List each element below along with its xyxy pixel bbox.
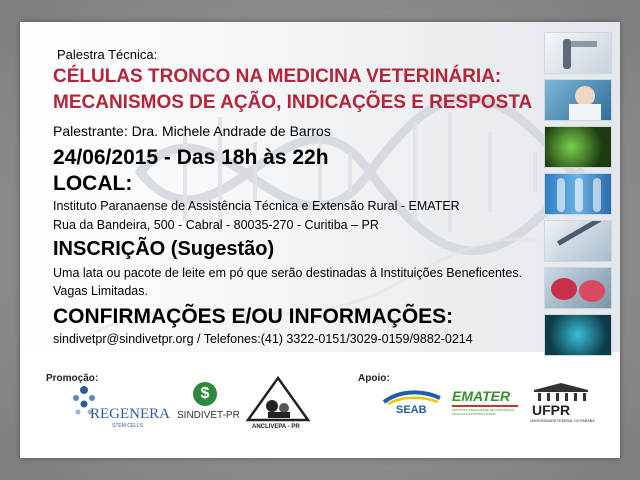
emater-sub: INSTITUTO PARANAENSE DE ASSISTÊNCIA TÉCNICA E EXTENSÃO RURAL — [452, 408, 515, 416]
sindivet-logo — [173, 382, 240, 430]
registration-text: Uma lata ou pacote de leite em pó que serão destinadas à Instituições Beneficentes. Vagas Limitadas. — [53, 266, 523, 298]
emater-underline — [452, 405, 518, 407]
local-heading: LOCAL: — [53, 172, 133, 195]
ufpr-sub: UNIVERSIDADE FEDERAL DO PARANÁ — [530, 419, 595, 423]
title-line-1: CÉLULAS TRONCO NA MEDICINA VETERINÁRIA: — [53, 66, 502, 87]
local-address-line-1: Instituto Paranaense de Assistência Técnica e Extensão Rural - EMATER — [53, 199, 460, 213]
support-label: Apoio: — [358, 373, 390, 384]
sindivet-s-logo: $ — [193, 382, 217, 406]
intro-label: Palestra Técnica: — [57, 47, 158, 62]
seab-logo — [382, 388, 442, 418]
scientist-photo — [544, 79, 612, 121]
promotion-label: Promoção: — [46, 373, 99, 384]
emater-logo — [452, 388, 522, 422]
seab-name: SEAB — [396, 404, 427, 416]
event-date-time: 24/06/2015 - Das 18h às 22h — [53, 146, 329, 169]
regenera-logo — [68, 384, 170, 430]
ufpr-building-logo — [530, 382, 592, 402]
flyer-card — [20, 22, 620, 458]
cells-blue-photo — [544, 314, 612, 356]
lab-photo-strip — [544, 32, 612, 361]
anclivepa-animals-logo — [246, 376, 310, 424]
regenera-name: REGENERA — [90, 406, 170, 422]
emater-name: EMATER — [452, 388, 511, 404]
sindivet-name: SINDIVET-PR — [177, 410, 240, 421]
local-address-line-2: Rua da Bandeira, 500 - Cabral - 80035-270 - Curitiba – PR — [53, 218, 379, 232]
speaker-line: Palestrante: Dra. Michele Andrade de Barros — [53, 123, 331, 139]
ufpr-logo — [530, 382, 594, 428]
pipette-photo — [544, 220, 612, 262]
contact-heading: CONFIRMAÇÕES E/OU INFORMAÇÕES: — [53, 305, 454, 328]
cells-green-photo — [544, 126, 612, 168]
contact-line: sindivetpr@sindivetpr.org / Telefones:(41) 3322-0151/3029-0159/9882-0214 — [53, 332, 473, 346]
title-line-2: MECANISMOS DE AÇÃO, INDICAÇÕES E RESPOSTA — [53, 92, 533, 113]
microscope-photo — [544, 32, 612, 74]
petri-dish-photo — [544, 267, 612, 309]
ufpr-name: UFPR — [532, 402, 571, 418]
anclivepa-logo — [246, 376, 310, 434]
registration-heading: INSCRIÇÃO (Sugestão) — [53, 238, 275, 260]
anclivepa-name: ANCLIVEPA - PR — [252, 424, 300, 430]
test-tubes-photo — [544, 173, 612, 215]
regenera-sub: STEM CELLS — [112, 423, 144, 429]
